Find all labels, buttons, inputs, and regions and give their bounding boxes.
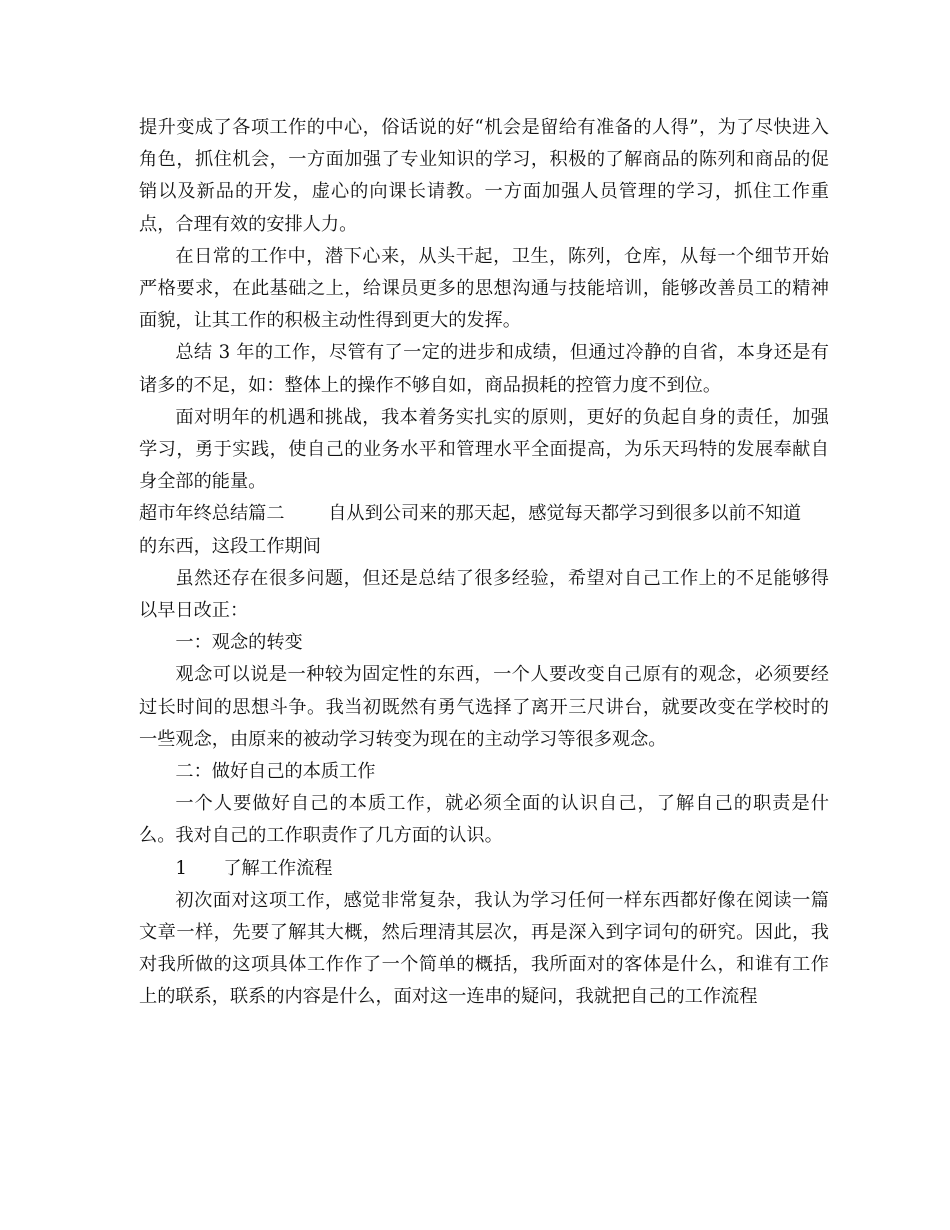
subheading-title: 了解工作流程 (223, 857, 333, 879)
document-body (139, 112, 829, 1014)
section-intro-line2: 的东西，这段工作期间 (139, 535, 321, 557)
section-title-line (139, 498, 829, 530)
heading-duty: 二：做好自己的本质工作 (175, 761, 376, 783)
subheading-number: 1 (175, 857, 187, 879)
paragraph-1: 提升变成了各项工作的中心，俗话说的好“机会是留给有准备的人得”，为了尽快进入角色，抓住机会，一方面加强了专业知识的学习，积极的了解商品的陈列和商品的促销以及新品的开发，虚心的向课长请教。一方面加强人员管理的学习，抓住工作重点，合理有效的安排人力。 (139, 117, 829, 235)
section-intro-line1: 自从到公司来的那天起，感觉每天都学习到很多以前不知道 (328, 503, 802, 525)
paragraph-workflow: 初次面对这项工作，感觉非常复杂，我认为学习任何一样东西都好像在阅读一篇文章一样，先要了解其大概，然后理清其层次，再是深入到字词句的研究。因此，我对我所做的这项具体工作作了一个简单的概括，我所面对的客体是什么，和谁有工作上的联系，联系的内容是什么，面对这一连串的疑问，我就把自己的工作流程 (139, 889, 829, 1008)
paragraph-2: 在日常的工作中，潜下心来，从头干起，卫生，陈列，仓库，从每一个细节开始严格要求，在此基础之上，给课员更多的思想沟通与技能培训，能够改善员工的精神面貌，让其工作的积极主动性得到更大的发挥。 (139, 245, 829, 332)
section-title: 超市年终总结篇二 (139, 503, 285, 525)
paragraph-duty: 一个人要做好自己的本质工作，就必须全面的认识自己，了解自己的职责是什么。我对自己的工作职责作了几方面的认识。 (139, 793, 829, 847)
paragraph-4: 面对明年的机遇和挑战，我本着务实扎实的原则，更好的负起自身的责任，加强学习，勇于实践，使自己的业务水平和管理水平全面提高，为乐天玛特的发展奉献自身全部的能量。 (139, 406, 829, 493)
heading-concept: 一：观念的转变 (175, 632, 303, 654)
subheading-workflow (139, 853, 829, 885)
paragraph-3: 总结 3 年的工作，尽管有了一定的进步和成绩，但通过冷静的自省，本身还是有诸多的不足，如：整体上的操作不够自如，商品损耗的控管力度不到位。 (139, 342, 829, 396)
paragraph-problems: 虽然还存在很多问题，但还是总结了很多经验，希望对自己工作上的不足能够得以早日改正： (139, 567, 829, 622)
paragraph-concept: 观念可以说是一种较为固定性的东西，一个人要改变自己原有的观念，必须要经过长时间的思想斗争。我当初既然有勇气选择了离开三尺讲台，就要改变在学校时的一些观念，由原来的被动学习转变为现在的主动学习等很多观念。 (139, 664, 829, 750)
